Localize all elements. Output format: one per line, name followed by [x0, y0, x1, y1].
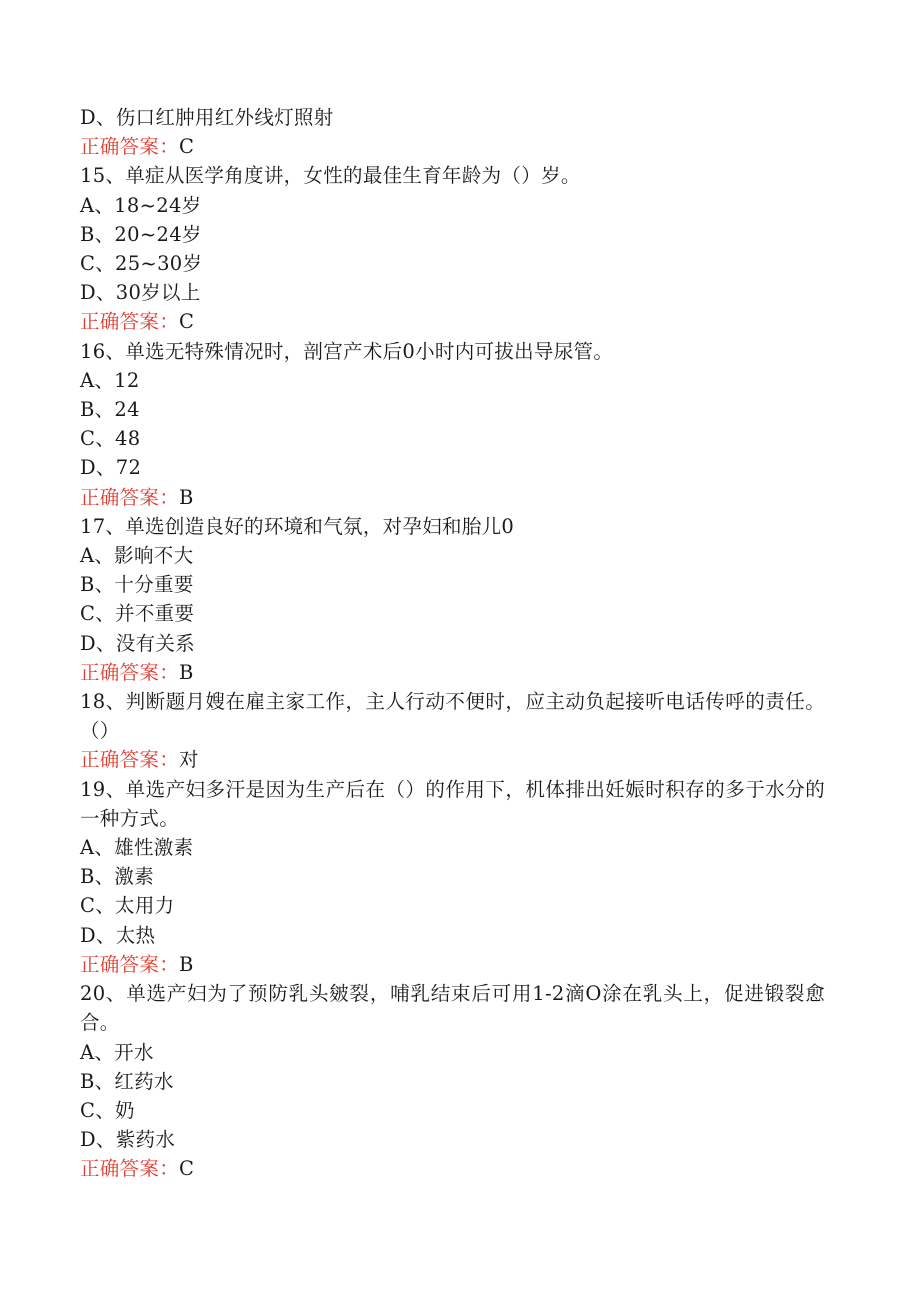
answer-value: 对 [179, 748, 199, 772]
option-line: C、并不重要 [80, 602, 195, 626]
answer-line [80, 307, 825, 336]
option-line: A、影响不大 [80, 544, 194, 568]
option-line: D、紫药水 [80, 1128, 176, 1152]
answer-line [80, 1154, 825, 1183]
answer-label: 正确答案： [80, 1157, 180, 1181]
option-line: D、72 [80, 456, 142, 480]
option-line: B、红药水 [80, 1069, 174, 1093]
option-line: A、开水 [80, 1040, 154, 1064]
option-line: A、18~24岁 [80, 193, 202, 217]
option-line: A、雄性激素 [80, 836, 194, 860]
answer-label: 正确答案： [80, 310, 180, 334]
option-line: C、48 [80, 427, 141, 451]
answer-value: B [179, 485, 194, 509]
option-line: B、24 [80, 398, 140, 422]
option-line: D、伤口红肿用红外线灯照射 [80, 106, 334, 129]
answer-value: B [179, 660, 194, 684]
option-line: A、12 [80, 368, 140, 392]
option-line: C、太用力 [80, 894, 175, 918]
option-line: C、25~30岁 [80, 252, 203, 276]
question-text: 16、单选无特殊情况时，剖宫产术后0小时内可拔出导尿管。 [80, 339, 614, 363]
answer-value: C [179, 310, 195, 334]
question-text: 15、单症从医学角度讲，女性的最佳生育年龄为（）岁。 [80, 164, 581, 188]
answer-line [80, 132, 825, 161]
option-line: B、激素 [80, 865, 155, 889]
answer-line [80, 950, 825, 979]
question-text: 19、单选产妇多汗是因为生产后在（）的作用下，机体排出妊娠时积存的多于水分的一种方式。 [80, 777, 825, 830]
answer-value: C [179, 135, 195, 159]
answer-value: B [179, 952, 194, 976]
answer-line [80, 658, 825, 687]
option-line: D、30岁以上 [80, 281, 201, 305]
option-line: B、十分重要 [80, 573, 194, 597]
answer-line [80, 483, 825, 512]
answer-label: 正确答案： [80, 748, 180, 772]
answer-value: C [179, 1157, 195, 1181]
answer-label: 正确答案： [80, 485, 180, 509]
question-text: 17、单选创造良好的环境和气氛，对孕妇和胎儿0 [80, 514, 515, 538]
option-line: C、奶 [80, 1098, 135, 1122]
option-line: D、没有关系 [80, 631, 195, 655]
answer-label: 正确答案： [80, 952, 180, 976]
answer-line [80, 745, 825, 774]
exam-document [80, 103, 825, 1184]
option-line: B、20~24岁 [80, 222, 202, 246]
option-line: D、太热 [80, 923, 156, 947]
answer-label: 正确答案： [80, 135, 180, 159]
answer-label: 正确答案： [80, 660, 180, 684]
question-text: 20、单选产妇为了预防乳头皴裂，哺乳结束后可用1-2滴O涂在乳头上，促进锻裂愈合。 [80, 982, 825, 1035]
question-text: 18、判断题月嫂在雇主家工作，主人行动不便时，应主动负起接听电话传呼的责任。（） [80, 690, 825, 743]
